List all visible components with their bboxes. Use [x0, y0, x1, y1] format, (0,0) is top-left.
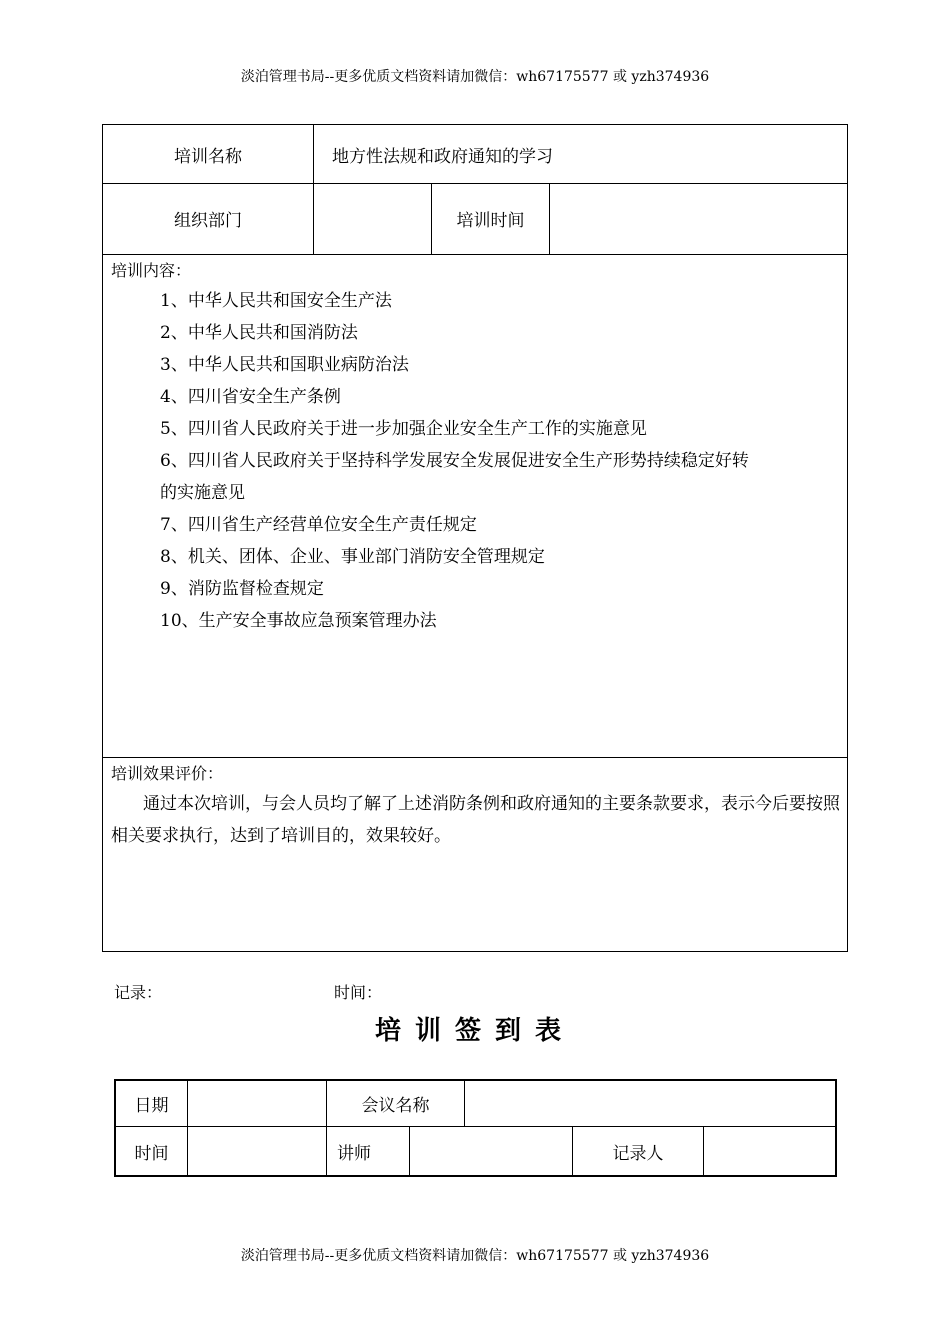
- recorder-label: 记录人: [612, 1143, 664, 1164]
- evaluation-label: 培训效果评价：: [111, 764, 224, 783]
- training-time-value: [550, 183, 847, 254]
- meeting-name-label: 会议名称: [361, 1096, 430, 1116]
- organizing-dept-label: 组织部门: [174, 211, 242, 231]
- header-note: 淡泊管理书局--更多优质文档资料请加微信：wh67175577 或 yzh374936: [240, 69, 710, 85]
- training-content-list: [160, 285, 840, 637]
- record-label: 记录：: [114, 983, 163, 1002]
- training-name-value: 地方性法规和政府通知的学习: [332, 146, 553, 167]
- evaluation-text: 通过本次培训，与会人员均了解了上述消防条例和政府通知的主要条款要求，表示今后要按照相关要求执行，达到了培训目的，效果较好。: [111, 794, 840, 846]
- training-name-label: 培训名称: [174, 146, 242, 167]
- lecturer-label: 讲师: [337, 1143, 371, 1164]
- list-item: 10、生产安全事故应急预案管理办法: [160, 611, 437, 631]
- organizing-dept-value: [314, 183, 431, 254]
- list-item: 6、四川省人民政府关于坚持科学发展安全发展促进安全生产形势持续稳定好转: [160, 451, 749, 471]
- list-item: 8、机关、团体、企业、事业部门消防安全管理规定: [160, 547, 545, 567]
- training-record-table: [102, 124, 848, 952]
- row-divider: [103, 757, 847, 758]
- date-label: 日期: [134, 1096, 169, 1116]
- sign-time-label: 时间: [134, 1143, 169, 1164]
- list-item: 的实施意见: [160, 483, 245, 503]
- list-item: 4、四川省安全生产条例: [160, 387, 341, 407]
- list-item: 1、中华人民共和国安全生产法: [160, 291, 392, 311]
- training-time-label: 培训时间: [456, 211, 525, 231]
- footer-note: 淡泊管理书局--更多优质文档资料请加微信：wh67175577 或 yzh374936: [240, 1248, 710, 1264]
- list-item: 2、中华人民共和国消防法: [160, 323, 358, 343]
- list-item: 9、消防监督检查规定: [160, 579, 324, 599]
- col-divider: [464, 1081, 465, 1126]
- time-label: 时间：: [334, 983, 383, 1002]
- sign-in-title: 培训签到表: [374, 1016, 575, 1046]
- col-divider: [703, 1126, 704, 1175]
- list-item: 5、四川省人民政府关于进一步加强企业安全生产工作的实施意见: [160, 419, 647, 439]
- row-divider: [116, 1126, 835, 1127]
- row-divider: [103, 254, 847, 255]
- col-divider: [187, 1081, 188, 1175]
- list-item: 7、四川省生产经营单位安全生产责任规定: [160, 515, 477, 535]
- col-divider: [409, 1126, 410, 1175]
- training-content-label: 培训内容：: [111, 261, 192, 280]
- list-item: 3、中华人民共和国职业病防治法: [160, 355, 409, 375]
- sign-in-table: [114, 1079, 837, 1177]
